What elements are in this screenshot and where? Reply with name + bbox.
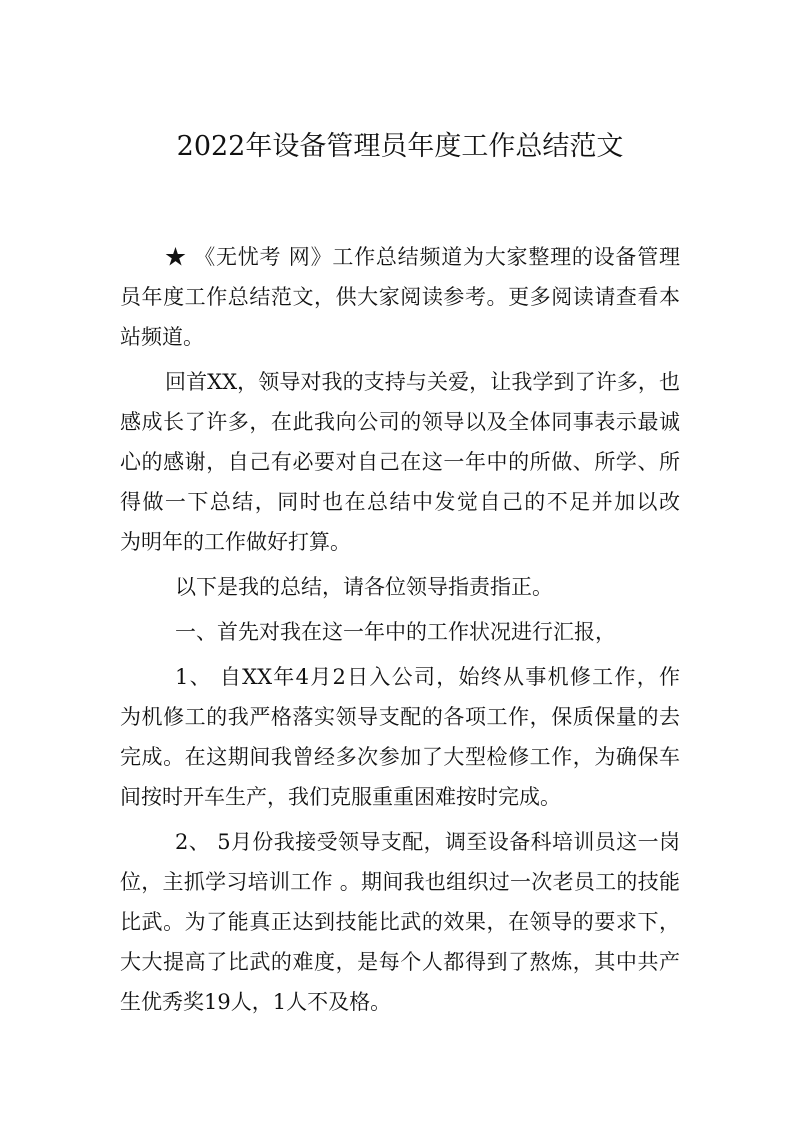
list-item-1: [120, 657, 680, 817]
text-line: 生优秀奖19人，1人不及格。: [120, 990, 392, 1014]
text-line: 以下是我的总结，请各位领导指责指正。: [175, 575, 553, 599]
text-line: 为机修工的我严格落实领导支配的各项工作，保质保量的去: [120, 705, 680, 729]
text-line: 位，主抓学习培训工作 。期间我也组织过一次老员工的技能: [120, 870, 680, 894]
text-line: 为明年的工作做好打算。: [120, 530, 351, 554]
list-item-2: [120, 822, 680, 1022]
document-body: [120, 237, 680, 1022]
text-line: 心的感谢，自己有必要对自己在这一年中的所做、所学、所: [120, 450, 680, 474]
text-line: 完成。在这期间我曾经多次参加了大型检修工作，为确保车: [120, 745, 680, 769]
text-line: 站频道。: [120, 325, 204, 349]
paragraph-review: [120, 362, 680, 562]
section-heading-1: [120, 612, 680, 652]
text-line: 间按时开车生产，我们克服重重困难按时完成。: [120, 785, 561, 809]
text-line: ★ 《无忧考 网》工作总结频道为大家整理的设备管理: [165, 245, 680, 269]
text-line: 一、首先对我在这一年中的工作状况进行汇报，: [175, 620, 616, 644]
text-line: 员年度工作总结范文，供大家阅读参考。更多阅读请查看本: [120, 285, 680, 309]
text-line: 1、 自XX年4月2日入公司，始终从事机修工作，作: [175, 665, 680, 689]
document-title: 2022年设备管理员年度工作总结范文: [176, 131, 624, 162]
paragraph-summary-intro: [120, 567, 680, 607]
text-line: 比武。为了能真正达到技能比武的效果，在领导的要求下，: [120, 910, 680, 934]
paragraph-intro: [120, 237, 680, 357]
text-line: 大大提高了比武的难度，是每个人都得到了熬炼，其中共产: [120, 950, 680, 974]
text-line: 2、 5月份我接受领导支配，调至设备科培训员这一岗: [175, 830, 680, 854]
text-line: 得做一下总结，同时也在总结中发觉自己的不足并加以改: [120, 490, 680, 514]
text-line: 回首XX，领导对我的支持与关爱，让我学到了许多，也: [165, 370, 680, 394]
text-line: 感成长了许多，在此我向公司的领导以及全体同事表示最诚: [120, 410, 680, 434]
